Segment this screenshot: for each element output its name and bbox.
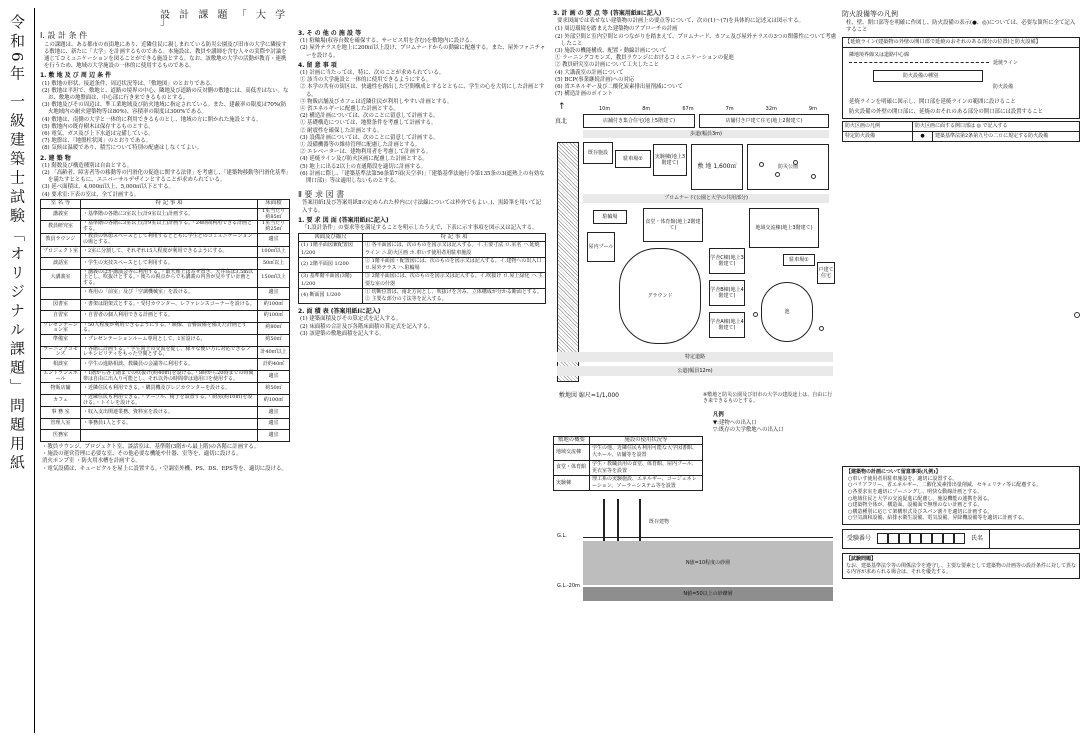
planning-notes-title: 【建築物の計画について留意事項(凡例)】 [846, 469, 941, 476]
fire-legend-intro: 柱、壁、開口部等を明確に作図し、防火設備の表示(●、◎)については、必要な箇所に全て記入すること [846, 20, 1076, 34]
room-cell: 適宜 [258, 430, 290, 442]
room-cell: ・講義のほか講演会等に利用する。・最大席上は寄せ置き、天井高は3.5m以上とし、吹抜けとする。・後ろの視点からでも講義の内容が見やすい計画とする。 [81, 269, 258, 287]
table-footnote: ・教員ラウンジ、プロジェクト室、談話室は、基準階(3階から最上階)の各階に計画する。 [42, 443, 260, 450]
room-cell: 準備室 [41, 335, 81, 347]
subsection-site: 1. 敷 地 及 び 周 辺 条 件 [40, 72, 112, 80]
special-road: 特定道路 [557, 352, 833, 362]
name-label: 氏名 [971, 535, 984, 543]
name-input[interactable] [989, 530, 1079, 548]
column-requirements [298, 8, 546, 735]
room-row [41, 335, 290, 347]
notes-list [298, 70, 546, 185]
drawing-cell: (3) 基準階平面図(3階) 1/200 [299, 273, 363, 288]
room-cell: ・収入支出関連業務、資料室を設ける。 [81, 407, 258, 419]
site-item: (8) 気候は温暖であり、積雪について特別の配慮はしなくてよい。 [42, 145, 203, 152]
parking-2: 駐車場② [615, 150, 651, 168]
site-summary-cell: 理工系の実験施設、エネルギー、コージェネレーション、ソーラーシステム等を設置 [590, 476, 703, 491]
room-cell: 講義室 [41, 208, 81, 221]
room-cell: 1室当たり約85㎡ [258, 208, 290, 221]
parking-1: 駐車場① [783, 254, 815, 266]
room-cell: 1室当たり約25㎡ [258, 221, 290, 234]
room-cell: ・1階から各上階までの吹抜け(約40㎡)を設ける。・8時から20時までの時間帯は自由に出入り可能とし、それ以外の時間帯は通用口を使用する。 [81, 370, 258, 383]
planning-notes-box [842, 466, 1080, 525]
exam-notice-text: なお、建築基準法令等の関係法令を遵守し、主要な要素として建築物の計画等の設計条件に対して異なる内容が求められる場合は、それを優先する。 [846, 562, 1077, 576]
planning-note-item: ○建築物全体が、構造面、設備面で無理のない計画とする。 [848, 502, 983, 509]
building-c: 学舎C棟(地上3階建て) [709, 248, 745, 274]
note-item: ④ 省エネルギーに配慮した計画とする。 [300, 106, 399, 113]
room-cell: ・事務員1人とする。 [81, 418, 258, 430]
note-item: (4) 延焼ライン及び防火区画に配慮した計画とする。 [300, 156, 428, 163]
existing-facility: 既存施設 [583, 142, 613, 164]
note-item: ② 本学の共有の街区は、快適性を創出した空間構成とするとともに、学生の心を大切にした計画とする。 [300, 84, 545, 98]
room-cell: カフェ [41, 394, 81, 407]
boundary-line [849, 62, 989, 63]
subsection-required-drawings: 1. 要 求 図 面 (答案用紙Ⅰに記入) [298, 216, 389, 224]
room-row [41, 407, 290, 419]
room-cell: 50㎡以上 [258, 258, 290, 270]
room-cell: プレゼンテーション室 [41, 322, 81, 335]
fire-cell: 建築基準法第2条第九号の二ロに規定する防火設備 [933, 132, 1080, 142]
fire-equipment-row [843, 122, 1080, 132]
soil-section-figure [553, 495, 837, 615]
subsection-notes: 4. 留 意 事 項 [298, 61, 337, 69]
room-cell: プロジェクト室 [41, 246, 81, 258]
dimension-label: 8m [642, 106, 651, 113]
note-item: (2) 構造計画については、次のことに留意して計画する。 [300, 113, 439, 120]
site-summary-head-usage: 施設の使用状況等 [590, 437, 703, 445]
room-cell: 適宜 [258, 370, 290, 383]
drawing-cell: ③ 2階平面図には、次のものを図示又は記入する。イ.吹抜け ロ.屋上緑化 ハ.主要な室の什器 [363, 273, 546, 288]
section-design-conditions: Ⅰ. 設 計 条 件 [40, 31, 88, 41]
drawing-cell: ② 1階平面図・配置図には、次のものを図示又は記入する。イ.建物への出入口 ロ.屋外テラス ハ.駐輪場 [363, 257, 546, 272]
community-building: 地域交流棟(地上3階建て) [749, 208, 819, 248]
room-cell: 相談室 [41, 359, 81, 371]
gl-label: G.L. [557, 533, 567, 540]
room-cell: ・各階に計画する。・学生同士の交流を促し、様々な使い方に対応できるフレキシビリティをもった空間とする。 [81, 346, 258, 359]
vertical-title: 令和6年 一級建築士試験「オリジナル課題」問題用紙 [8, 14, 26, 474]
boundary-label: 隣地境界線又は道路中心線 [849, 51, 910, 58]
exam-number-input[interactable] [877, 533, 965, 544]
top-dimensions [583, 106, 833, 113]
drawing-cell: (4) 断面図 1/200 [299, 288, 363, 303]
subsection-building: 2. 建 築 物 [40, 154, 71, 162]
room-cell: ・基準階の各階に3室以上(計9室以上)計画する。・24時間利用できる計画とする。 [81, 221, 258, 234]
drawing-row [299, 242, 546, 257]
room-row [41, 246, 290, 258]
room-cell: ・プレゼンテーションルーム専用として、1室設ける。 [81, 335, 258, 347]
note-item: ① 設備機器等の維持管理に配慮した計画とする。 [300, 142, 421, 149]
room-cell: 教員研究室 [41, 221, 81, 234]
room-cell: 大講義室 [41, 269, 81, 287]
room-cell: 150㎡以上 [258, 269, 290, 287]
indoor-pool: 屋内プール [587, 232, 615, 262]
room-cell: ・基準階の各階に3室以上(計9室以上)計画する。 [81, 208, 258, 221]
room-cell: 事 務 室 [41, 407, 81, 419]
room-cell: 100㎡以上 [258, 246, 290, 258]
ground-line [583, 537, 833, 538]
drawing-row [299, 257, 546, 272]
plan-item: (2) 外部空間と室内空間とのつながりを踏まえて、プロムナード、カフェ及び屋外テラスの3つの関係性について考慮したこと [555, 33, 837, 47]
dimension-label: 32m [765, 106, 777, 113]
subsection-area-table: 2. 面 積 表 (答案用紙Ⅰに記入) [298, 308, 381, 316]
fire-cell: ● [913, 132, 933, 142]
note-item: ① 基礎構造については、地盤条件を考慮して計画する。 [300, 120, 437, 127]
room-cell: ・学生の進路相談、教職員の会議等に利用する。 [81, 359, 258, 371]
fire-note: 延焼ラインを明確に図示し、開口部を延焼ラインの範囲に設けること [849, 98, 1016, 105]
room-cell: ・2室に分割して、それぞれ15人程度が利用できるようにする。 [81, 246, 258, 258]
drawing-cell: ① 切断位置は、南北方向とし、吹抜けを含み、立体構成が分かる断面とする。② 主要な部分の寸法等を記入する。 [363, 288, 546, 303]
room-cell: ・書架は閉架式とする。・受付カウンター、レファレンスコーナーを設ける。 [81, 299, 258, 311]
drawing-cell: (1) 1階平面図兼配置図 1/200 [299, 242, 363, 257]
site-caption-note: ※敷地と防災公園及び旧市の大学の建設途上は、自由に行き来できるものとする。 [703, 392, 833, 405]
room-cell: 物販店舗 [41, 383, 81, 395]
room-cell: 適宜 [258, 288, 290, 300]
room-cell: 約100㎡ [258, 311, 290, 323]
dimension-label: 67m [682, 106, 694, 113]
bicycle-parking: 駐輪場 [593, 210, 627, 224]
disaster-park: 防災公園 [747, 144, 829, 190]
drawing-table [298, 233, 546, 304]
site-summary-row [554, 445, 703, 460]
fire-line-legend-body [843, 48, 1079, 98]
subsection-other-facilities: 3. そ の 他 の 施 設 等 [298, 30, 362, 37]
title-divider [34, 8, 35, 733]
equipment-note: 消火ポンプ室 ・防火用水槽を計画する。 [42, 458, 141, 465]
doc-title: 設 計 課 題 「 大 学 」 [160, 10, 289, 29]
room-row [41, 370, 290, 383]
room-cell: 管理人室 [41, 418, 81, 430]
planning-note-item: ○空気調和設備、給排水衛生設備、電気設備、昇降機設備等を適切に計画する。 [848, 515, 1028, 522]
fire-legend-title: 防火設備等の凡例 [842, 10, 898, 18]
column-site-plan [553, 8, 837, 735]
fire-equipment-label: 防火設備 [993, 83, 1014, 90]
promenade: プロムナード(公園と大学の共用部分) [583, 194, 829, 203]
room-row [41, 234, 290, 247]
drawing-table-header [299, 234, 546, 242]
site-summary-cell: 地域交流棟 [554, 445, 590, 460]
room-cell: 計40㎡以上 [258, 346, 290, 359]
note-item: (1) 計画に当たっては、特に、次のことが求められている。 [300, 70, 445, 77]
dimension-label: 10m [599, 106, 611, 113]
drawing-cell: (2) 2階平面図 1/200 [299, 257, 363, 272]
site-summary-body [554, 445, 703, 491]
required-note: 「Ⅰ.設計条件」の要求等を満足することを明示したうえで、下表に示す事項を図示又は記入する。 [302, 225, 538, 232]
site-summary-row [554, 476, 703, 491]
note-item: (3) 設備計画については、次のことに留意して計画する。 [300, 134, 439, 141]
room-row [41, 221, 290, 234]
room-cell: ・50人程度が利用できるようにする。・映像、音響設備を備えた計画とする。 [81, 322, 258, 335]
room-header-name: 室 名 等 [41, 199, 81, 208]
room-cell: ・専用の「前室」及び「空調機械室」を設ける。 [81, 288, 258, 300]
plan-item: (5) BCP(事業継続計画)への対応 [555, 76, 635, 83]
site-plan [553, 102, 837, 442]
drawing-header-notes: 特 記 事 項 [363, 234, 546, 242]
room-cell: エントランスホール [41, 370, 81, 383]
note-item: ② 耐震性を確保した計画とする。 [300, 127, 383, 134]
site-summary-head-name: 敷地の概要 [554, 437, 590, 445]
section-required-drawings: Ⅱ 要 求 図 書 [298, 190, 345, 200]
ground: グラウンド [619, 248, 701, 344]
plan-item: (6) 省エネルギー及び二酸化炭素排出量削減について [555, 84, 683, 91]
site-area: 敷 地 1,600㎡ [691, 144, 743, 190]
exam-notice-title: 【試験問題】 [846, 555, 877, 562]
dimension-label: 9m [808, 106, 817, 113]
plan-item: (1) 周辺環境を踏まえた建築物のアプローチの計画 [555, 26, 678, 33]
room-table-body [41, 208, 290, 441]
building-item: (3) 延べ面積は、4,000㎡以上、5,000㎡以下とする。 [42, 184, 174, 191]
plan-item: ② 教員研究室の計画について工夫したこと [555, 62, 660, 69]
north-arrow-icon: ↑ [558, 102, 566, 113]
exam-number-box [842, 529, 1080, 549]
fire-line-label: 延焼ライン [993, 59, 1018, 66]
room-cell: ・教員の休憩スペースとして利用するとともに学生とのコミュニケーションの場とする。 [81, 234, 258, 247]
detached-house: 戸建て住宅 [817, 262, 835, 284]
planning-note-item: ○地域住民と大学の交流促進に配慮し、施設機能の連携を図る。 [848, 495, 993, 502]
fire-line-legend-head: 【延焼ライン(建築物の外壁の開口部で延焼のおそれのある部分の位置)と防火設備】 [843, 38, 1079, 48]
exam-number-label: 受験番号 [847, 535, 872, 543]
site-item: (4) 敷地は、南側の大学と一体的に利用できるものとし、地域の方に開かれた施設とする。 [42, 116, 262, 123]
plan-list [553, 26, 837, 98]
plan-item: (7) 構造計画のポイント [555, 91, 613, 98]
drawing-cell: ① 各平面図には、次のものを図示又は記入する。イ.主要寸法 ロ.室名 ハ.延焼ライン ニ.防火区画 ホ.車いす使用者用駐車施設 [363, 242, 546, 257]
other-item: (1) 駐輪場(収容台数を確保する、サービス用を含む)を敷地内に設ける。 [300, 38, 476, 45]
fire-cell: 防火区画の凡例 [843, 122, 913, 132]
west-road [557, 142, 579, 382]
room-cell: 約50㎡ [258, 335, 290, 347]
table-footnote: ・施設の運営管理に必要な室、その他必要な機能や什器、室等を、適切に設ける。 [42, 451, 242, 458]
gravel-layer: N値=50以上の砂礫層 [583, 587, 833, 601]
fire-type-label: 防火設備の種別 [903, 72, 939, 79]
room-table [40, 199, 290, 442]
room-cell: 約80㎡ [258, 322, 290, 335]
site-item: (5) 敷地内の既存樹木は保存するものとする。 [42, 123, 154, 130]
room-row [41, 430, 290, 442]
room-cell [81, 430, 258, 442]
room-cell: 自習室 [41, 311, 81, 323]
fire-line-legend [842, 37, 1080, 120]
existing-building-label: 既存建物 [649, 519, 670, 526]
subsection-plan-points: 3. 計 画 の 要 点 等 (答案用紙Ⅱに記入) [553, 10, 662, 17]
plan-intro: 要求図面では表せない建築物の計画上の要点等について、次の(1)〜(7)を具体的に記述又は図示する。 [557, 18, 804, 25]
room-cell: ・自習者の個人利用できる計画とする。 [81, 311, 258, 323]
plan-item: (3) 施設の機能構成、配置・動線計画について [555, 48, 667, 55]
room-header-area: 床面積 [258, 199, 290, 208]
dimension-label: 7m [725, 106, 734, 113]
room-row [41, 288, 290, 300]
note-item: ③ 物販店舗及びカフェは近隣住民が利用しやすい計画とする。 [300, 98, 453, 105]
room-cell: ・近隣住民も利用できる。・購買機及びレジカウンターを設ける。 [81, 383, 258, 395]
area-item: (3) 該建築の敷地面積を記入する。 [300, 330, 385, 337]
planning-note-item: ○各要求室を適切にゾーニングし、明快な動線計画とする。 [848, 489, 983, 495]
room-row [41, 269, 290, 287]
room-cell: 約100㎡ [258, 299, 290, 311]
equipment-note: ・電気設備は、キュービクルを屋上に設置する。・空調室外機、PS、DS、EPS等を、適切に設ける。 [42, 465, 287, 472]
room-cell: 適宜 [258, 234, 290, 247]
column-conditions [40, 8, 290, 735]
canteen-gym: 食堂・体育館(地上2階建て) [643, 208, 703, 242]
plan-item: ① ラーニングコモンズ、教員ラウンジにおけるコミュニケーションの促進 [555, 55, 734, 62]
building-b: 学舎B棟(地上4階建て) [709, 280, 745, 306]
site-item: (1) 敷地の形状、接道条件、周辺状況等は、「敷地図」のとおりである。 [42, 80, 216, 87]
plan-item: (4) 大講義室の計画について [555, 69, 624, 76]
room-table-header [41, 199, 290, 208]
room-row [41, 346, 290, 359]
fire-cell: 防火区画に面する開口部は ◎ で記入する [913, 122, 1080, 132]
room-cell: 談話室 [41, 258, 81, 270]
planning-note-item: ○構造種別に応じて架構形式及びスパン割りを適切に計画する。 [848, 508, 993, 515]
note-item: (6) 計画に際し、「建築基準法第56条第7項(天空率)」「建築基準法施行令第135条の3(遮熱上の有効な開口部)」等は適用しないものとする。 [300, 170, 545, 185]
room-row [41, 299, 290, 311]
north-road: 歩道(幅員3m) [583, 130, 829, 138]
room-row [41, 322, 290, 335]
gl-20-label: G.L.-20m [557, 583, 580, 590]
room-row [41, 418, 290, 430]
room-row [41, 359, 290, 371]
fire-equipment-row [843, 132, 1080, 142]
other-item: (2) 屋外テラスを地上に200㎡以上設け、プロムナードからの動線に配慮する。また、屋外ファニチャーを設ける。 [300, 45, 546, 59]
site-summary-cell: 食堂・体育館 [554, 460, 590, 475]
site-caption: 敷地図 縮尺=1/1,000 [559, 392, 619, 400]
note-item: ① 該当の大学施設と一体的に使用できるようにする。 [300, 77, 432, 84]
legend-title: 凡例 [713, 412, 724, 419]
planning-notes-list [846, 476, 1076, 522]
site-summary-table [553, 436, 703, 491]
column-fire-legend [842, 8, 1080, 735]
planning-note-item: ○車いす使用者用駐車施設を、適切に設置する。 [848, 475, 958, 482]
tree-icon [753, 312, 758, 317]
room-cell: 教員ラウンジ [41, 234, 81, 247]
drawing-row [299, 288, 546, 303]
room-cell: ・近隣住民も利用できる。・テーブル、椅子を設置する。・厨房(約10㎡)を設ける。・トイレを設ける。 [81, 394, 258, 407]
room-row [41, 394, 290, 407]
drawing-header-scale: 図面及び縮尺 [299, 234, 363, 242]
sand-layer: N値=10程度の砂層 [583, 541, 833, 585]
north-shop-house: 店舗付き戸建て住宅(地上2階建て) [699, 114, 829, 128]
room-row [41, 311, 290, 323]
intro-text: この課題は、ある都市の市街地にあり、近隣住民に親しまれている防災公園及び旧市の大学に隣接する敷地に、新たに「大学」を計画するものである。本施設は、教員や講師を含む人々の実際や討論を通じてコミュニケーションを図ることができる施設とする。なお、該敷地の大学の活動が教育・連携を行うため、地域の大学施設の一体的に使用するものである。 [44, 41, 287, 70]
site-summary-cell: 実験棟 [554, 476, 590, 491]
site-item: (7) 地盤は、「地盤柱状図」のとおりである。 [42, 138, 152, 145]
site-summary-cell: 学生の他、近隣住民も利用可能な大学図書館、大ホール、店舗等を設置 [590, 445, 703, 460]
legend-item: ▼:建物への出入口 [713, 419, 757, 426]
room-cell: ラーニングコモンズ [41, 346, 81, 359]
tree-icon [819, 326, 824, 331]
area-item: (2) 床面積の合計及び各階床面積の算定式を記入する。 [300, 323, 434, 330]
room-cell: ・学生の実技スペースとして利用する。 [81, 258, 258, 270]
room-row [41, 383, 290, 395]
north-housing: 店舗付き集合住宅(地上5階建て) [583, 114, 695, 128]
building-item: (1) 階数及び構造種別は自由とする。 [42, 162, 133, 169]
room-cell: 適宜 [258, 407, 290, 419]
room-cell: 図書室 [41, 299, 81, 311]
building-item: (4) 要求室:下表の室は、全て計画する。 [42, 191, 140, 198]
site-item: (6) 電気、ガス及び上下水道は完備している。 [42, 131, 154, 138]
note-item: (5) 地上に出る2以上の直通階段を適切に計画する。 [300, 163, 426, 170]
required-intro: 答案用紙Ⅰ及び答案用紙Ⅱの定められた枠内に(寸法線については枠外でもよい。)、黒鉛筆を用いて記入する。 [302, 200, 541, 214]
fire-equipment-table [842, 121, 1080, 142]
site-item: (3) 敷地及びその周辺は、準工業地域及び防火地域に指定されている。また、建蔽率の限度は70%(防火地域内の耐火建築物等は80%)、容積率の限度は300%である。 [42, 102, 287, 116]
room-row [41, 258, 290, 270]
site-summary-cell: 学生・教職員用の食堂、体育館、屋内プール、更衣室等を設置 [590, 460, 703, 475]
room-cell: 約50㎡ [258, 383, 290, 395]
planning-note-item: ○バリアフリー、省エネルギー、二酸化炭素排出量削減、セキュリティ等に配慮する。 [848, 482, 1042, 489]
note-item: ② エレベーターは、建物利用者を考慮して計画する。 [300, 149, 432, 156]
room-cell [41, 288, 81, 300]
south-road: 公道(幅員12m) [557, 366, 833, 376]
site-summary-row [554, 460, 703, 475]
drawing-row [299, 273, 546, 288]
room-cell: 計約40㎡ [258, 359, 290, 371]
pond: 池 [761, 282, 813, 342]
room-cell: 医務室 [41, 430, 81, 442]
site-item: (2) 敷地は平坦で、敷地と、道路の境界の中心、隣地及び道路の反対側の敷地には、高低差はない。なお、敷地の地盤面は、中心部に行き来できるものとする。 [42, 87, 289, 102]
room-cell: 適宜 [258, 418, 290, 430]
room-header-notes: 特 記 事 項 [81, 199, 258, 208]
fire-note: 防火設備の外壁の開口部に、延焼のおそれのある部分の開口部には設置すること [849, 109, 1044, 116]
exam-notice-box [842, 553, 1080, 579]
legend-item: ▽:既存の大学敷地への出入口 [713, 426, 784, 433]
building-item: (2) 「高齢者、障害者等の移動等の円滑化の促進に関する法律」を考慮し、「建築物移動等円滑化基準」を満たすとともに、ユニバーサルデザインとすることが求められている。 [42, 170, 289, 184]
building-a: 学舎A棟(地上4階建て) [709, 312, 745, 338]
lab-building: 実験棟(地上3階建て) [653, 144, 687, 176]
room-cell: 約100㎡ [258, 394, 290, 407]
north-label: 真北 [555, 118, 568, 126]
drawing-table-body [299, 242, 546, 304]
fire-cell: 特定防火設備 [843, 132, 913, 142]
area-item: (1) 建築面積及びその算定式を記入する。 [300, 316, 401, 323]
